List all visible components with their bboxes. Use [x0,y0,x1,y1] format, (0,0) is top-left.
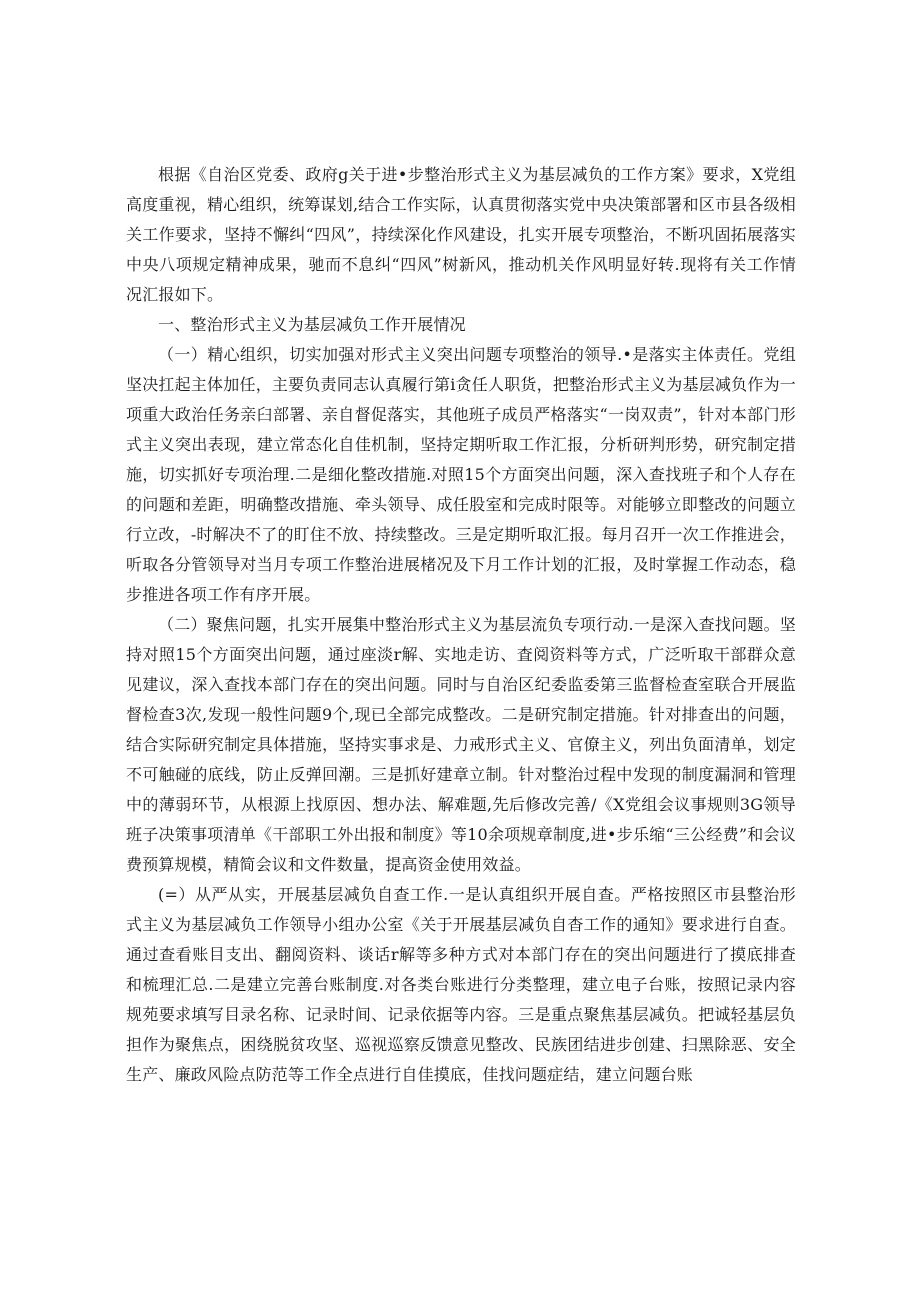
subsection-2-paragraph: （二）聚焦问题，扎实开展集中整治形式主义为基层流负专项行动.一是深入查找问题。坚持对照15个方面突出问题，通过座淡r解、实地走访、査阅资料等方式，广泛听取干部群众意见建议，深入查找本部门存在的突出问题。同时与自治区纪委监委第三监督检查室联合开展监督检查3次,发现一般性问题9个,现已全部完成整改。二是研究制定措施。针对排查出的问题，结合实际研究制定具体措施，坚持实事求是、力戒形式主义、官僚主义，列出负面清单，划定不可触碰的底线，防止反弹回潮。三是抓好建章立制。针对整治过程中发现的制度漏洞和管理中的薄弱环节，从根源上找原因、想办法、解难题,先后修改完善/《X党组会议事规则3G领导班子决策事项清单《干部职工外出报和制度》等10余项规章制度,进•步乐缩“三公经费”和会议费预算规模，精简会议和文件数量，提高资金使用效益。 [126,615,796,874]
intro-paragraph: 根据《自治区党委、政府g关于进•步整治形式主义为基层减负的工作方案》要求，X党组高度重视，精心组织，统筹谋划,结合工作实际，认真贯彻落实党中央决策部署和区市县各级相关工作要求，坚持不懈纠“四风”，持续深化作风建设，扎实开展专项整治，不断巩固拓展落实中央八项规定精神成果，驰而不息纠“四风”树新风，推动机关作风明显好转.现将有关工作情况汇报如下。 [126,165,796,304]
section-heading: 一、整治形式主义为基层减负工作开展情况 [158,315,466,334]
document-body [126,160,796,1090]
subsection-3-paragraph: (=）从严从实，开展基层减负自查工作.一是认真组织开展自查。严格按照区市县整治形式主义为基层减负工作领导小组办公室《关于开展基层减负自杳工作的通知》要求进行自查。通过查看账目支出、翻阅资料、谈话r解等多种方式对本部门存在的突出问题进行了摸底排查和梳理汇总.二是建立完善台账制度.对各类台账进行分类整理，建立电子台账，按照记录内容规苑要求填写目录名称、记录时间、记录依据等内容。三是重点聚焦基层减负。把诚轻基层负担作为聚焦点，困绕脱贫攻坚、巡视巡察反馈意见整改、民族团结进步创建、扫黑除恶、安全生产、廉政风险点防范等工作全点进行自佳摸底，佳找问题症结，建立问题台账 [126,885,796,1084]
subsection-1-paragraph: （一）精心组织，切实加强对形式主义突出问题专项整治的领导.•是落实主体责任。党组坚决扛起主体加任，主要负责同志认真履行第i贪任人职货，把整治形式主义为基层减负作为一项重大政治任务亲臼部署、亲自督促落实，其他班子成员严格落实“一岗双责”，针对本部门形式主义突出表现，建立常态化自佳机制，坚持定期听取工作汇报，分析研判形势，研究制定措施，切实抓好专项治理.二是细化整改措施.对照15个方面突出问题，深入查找班子和个人存在的问题和差距，明确整改措施、牵头领导、成任股室和完成时限等。对能够立即整改的问题立行立改，-时解决不了的盯住不放、持续整改。三是定期听取汇报。每月召开一次工作推进会，听取各分管领导对当月专项工作整治进展楮况及下月工作计划的汇报，及时掌握工作动态，稳步推进各项工作有序开展。 [126,345,796,604]
